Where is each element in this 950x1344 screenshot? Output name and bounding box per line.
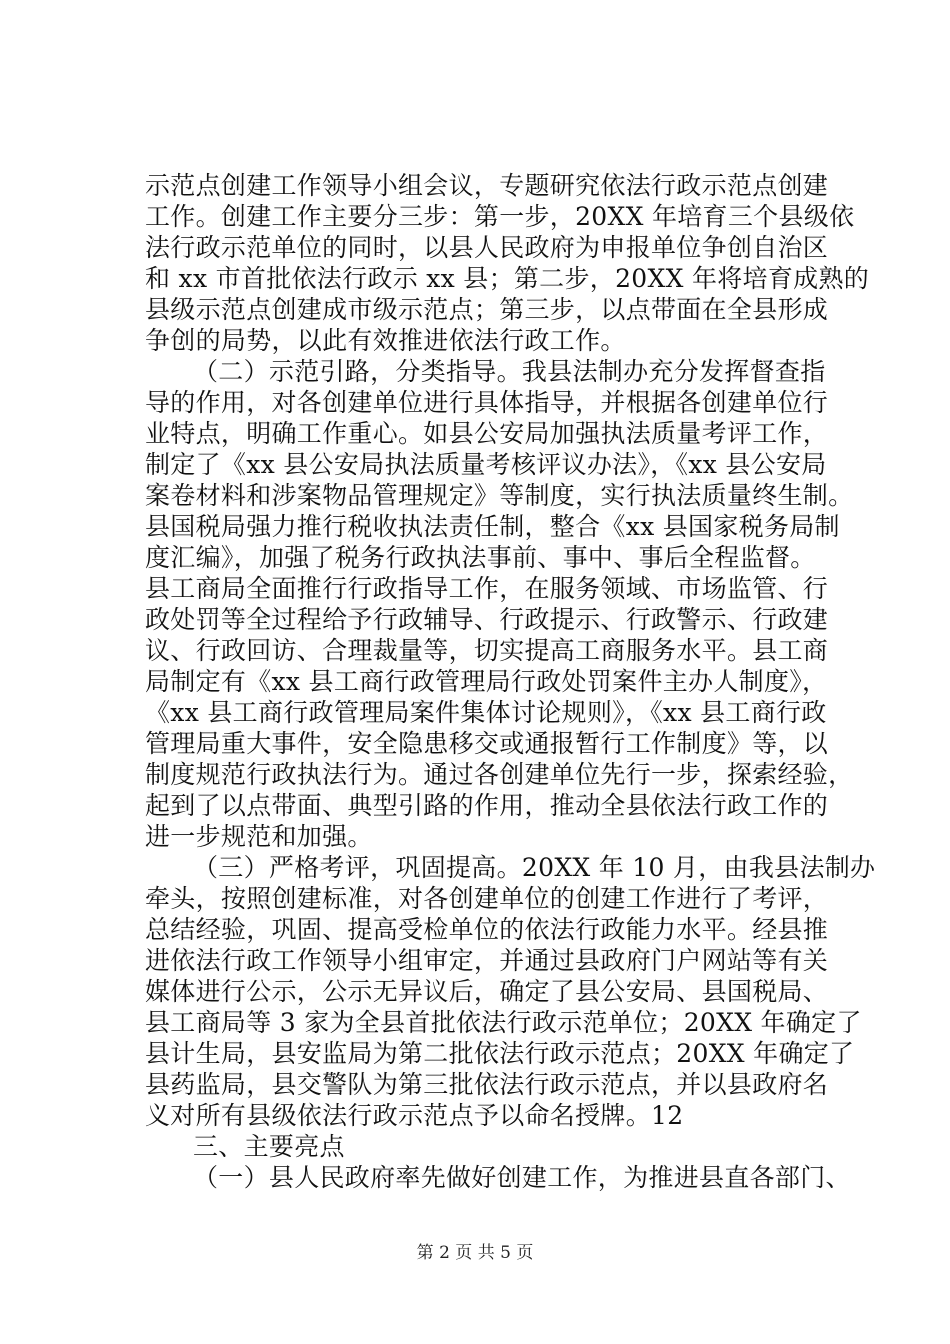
text-line: 《xx 县工商行政管理局案件集体讨论规则》，《xx 县工商行政 [145, 698, 827, 727]
text-line: 县工商局等 3 家为全县首批依法行政示范单位；20XX 年确定了 [145, 1008, 862, 1037]
text-line: 制定了《xx 县公安局执法质量考核评议办法》，《xx 县公安局 [145, 450, 827, 479]
text-line: 案卷材料和涉案物品管理规定》等制度，实行执法质量终生制。 [145, 481, 854, 510]
text-line: 争创的局势，以此有效推进依法行政工作。 [145, 326, 626, 355]
text-line: 起到了以点带面、典型引路的作用，推动全县依法行政工作的 [145, 791, 829, 820]
text-line: 县级示范点创建成市级示范点；第三步，以点带面在全县形成 [145, 295, 829, 324]
text-line: 媒体进行公示，公示无异议后，确定了县公安局、县国税局、 [145, 977, 829, 1006]
text-line: 导的作用，对各创建单位进行具体指导，并根据各创建单位行 [145, 388, 829, 417]
text-line: 议、行政回访、合理裁量等，切实提高工商服务水平。县工商 [145, 636, 829, 665]
text-line: 和 xx 市首批依法行政示 xx 县；第二步，20XX 年将培育成熟的 [145, 264, 870, 293]
text-line: 县计生局，县安监局为第二批依法行政示范点；20XX 年确定了 [145, 1039, 855, 1068]
text-line: 法行政示范单位的同时，以县人民政府为申报单位争创自治区 [145, 233, 829, 262]
text-line: 局制定有《xx 县工商行政管理局行政处罚案件主办人制度》， [145, 667, 828, 696]
text-line: 工作。创建工作主要分三步：第一步，20XX 年培育三个县级依 [145, 202, 855, 231]
section-heading-2: （二）示范引路，分类指导。我县法制办充分发挥督查指 [193, 357, 826, 386]
section-heading-3: （三）严格考评，巩固提高。20XX 年 10 月，由我县法制办 [193, 853, 876, 882]
document-body [145, 170, 876, 1193]
text-line: 管理局重大事件，安全隐患移交或通报暂行工作制度》等，以 [145, 729, 829, 758]
chapter-heading-main-highlights: 三、主要亮点 [193, 1132, 345, 1161]
section-heading-1: （一）县人民政府率先做好创建工作，为推进县直各部门、 [193, 1163, 851, 1192]
text-line: 业特点，明确工作重心。如县公安局加强执法质量考评工作， [145, 419, 829, 448]
page-footer: 第 2 页 共 5 页 [416, 1243, 534, 1263]
text-line: 政处罚等全过程给予行政辅导、行政提示、行政警示、行政建 [145, 605, 829, 634]
text-line: 示范点创建工作领导小组会议，专题研究依法行政示范点创建 [145, 171, 829, 200]
text-line: 县工商局全面推行行政指导工作，在服务领域、市场监管、行 [145, 574, 829, 603]
text-line: 度汇编》，加强了税务行政执法事前、事中、事后全程监督。 [145, 543, 816, 572]
text-line: 县药监局，县交警队为第三批依法行政示范点，并以县政府名 [145, 1070, 829, 1099]
text-line: 牵头，按照创建标准，对各创建单位的创建工作进行了考评， [145, 884, 829, 913]
text-line: 进依法行政工作领导小组审定，并通过县政府门户网站等有关 [145, 946, 829, 975]
text-line: 总结经验，巩固、提高受检单位的依法行政能力水平。经县推 [145, 915, 829, 944]
text-line: 县国税局强力推行税收执法责任制，整合《xx 县国家税务局制 [145, 512, 840, 541]
text-line: 义对所有县级依法行政示范点予以命名授牌。12 [145, 1101, 684, 1130]
text-line: 进一步规范和加强。 [145, 822, 373, 851]
text-line: 制度规范行政执法行为。通过各创建单位先行一步，探索经验， [145, 760, 854, 789]
